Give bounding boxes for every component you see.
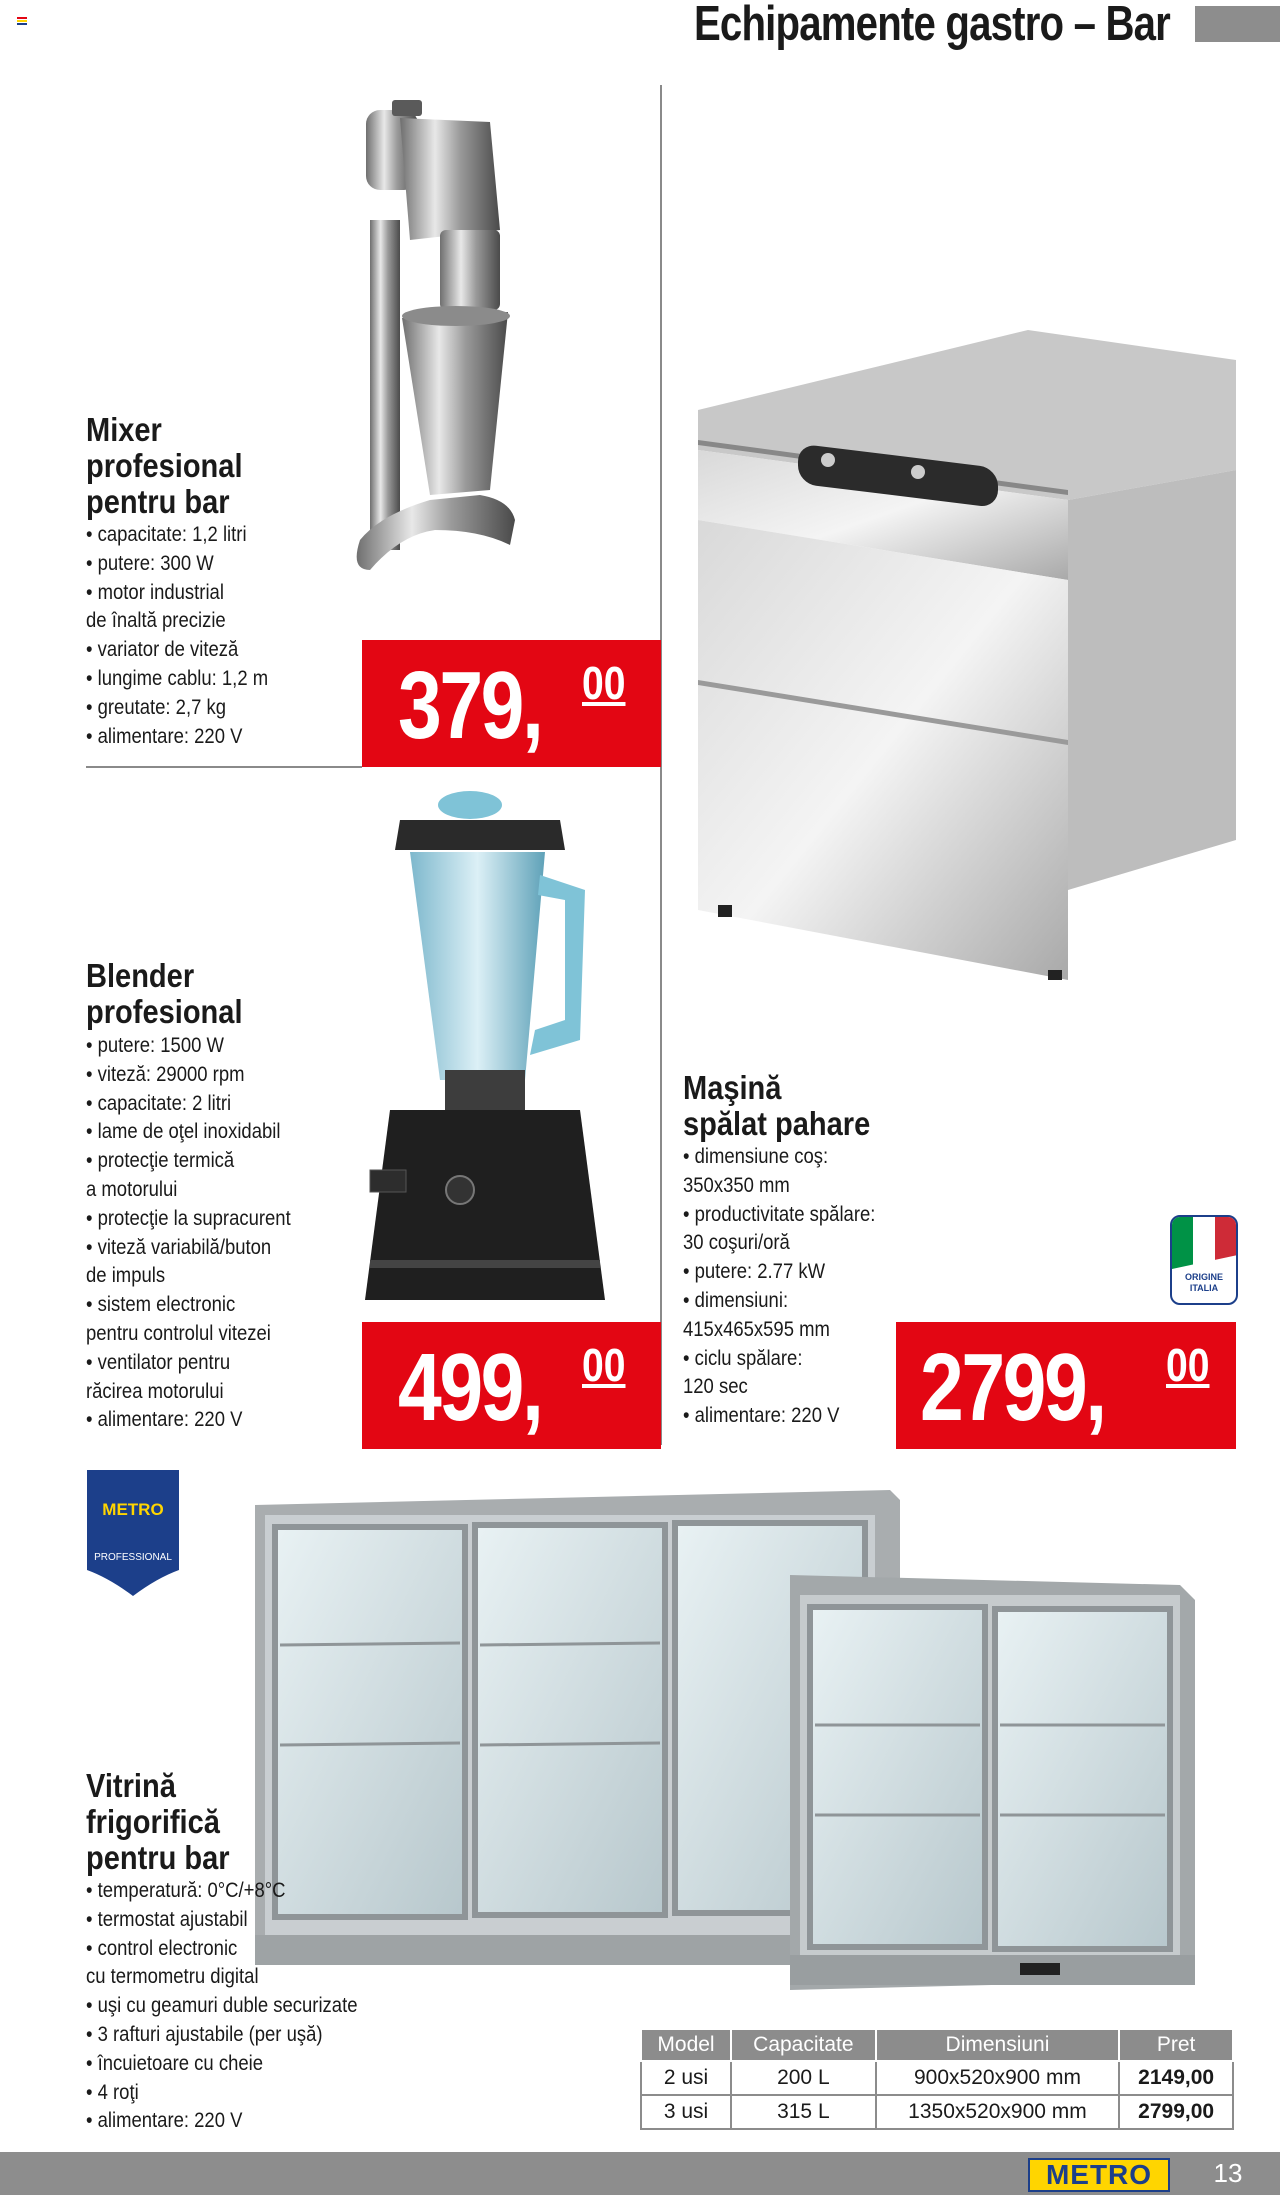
mini-flag-icon xyxy=(17,17,27,25)
fridge-title: Vitrină frigorifică pentru bar xyxy=(86,1767,230,1876)
fridge-specs: • temperatură: 0°C/+8°C • termostat ajustabil • control electronic cu termometru digital • uşi cu geamuri duble securizate • 3 rafturi ajustabile (per uşă) • încuietoare cu cheie • 4 roţi • alimentare: 220 V xyxy=(86,1879,358,2133)
mixer-price-tag xyxy=(362,640,661,767)
blender-title: Blender profesional xyxy=(86,957,243,1030)
fridge-price-table xyxy=(640,2028,1234,2130)
italy-flag-icon xyxy=(1172,1215,1236,1269)
metro-professional-badge: METRO PROFESSIONAL xyxy=(87,1470,179,1596)
mixer-image xyxy=(340,100,630,640)
dishwasher-price-integer: 2799, xyxy=(920,1334,1105,1441)
mixer-title: Mixer profesional pentru bar xyxy=(86,411,243,520)
dishwasher-title: Maşină spălat pahare xyxy=(683,1069,871,1142)
dishwasher-price-tag xyxy=(896,1322,1236,1449)
mixer-specs: • capacitate: 1,2 litri • putere: 300 W • motor industrial de înaltă precizie • variator de viteză • lungime cablu: 1,2 m • greutate: 2,7 kg • alimentare: 220 V xyxy=(86,523,269,748)
mixer-price-integer: 379, xyxy=(398,652,542,759)
table-row: 2 usi 200 L 900x520x900 mm 2149,00 xyxy=(641,2061,1233,2095)
shield-icon xyxy=(87,1470,179,1596)
metro-logo: METRO xyxy=(1028,2158,1170,2192)
section-divider xyxy=(86,766,362,768)
table-header-row: Model Capacitate Dimensiuni Pret xyxy=(641,2029,1233,2061)
mixer-price-decimals: 00 xyxy=(582,657,626,709)
blender-price-integer: 499, xyxy=(398,1334,542,1441)
origin-italy-badge: ORIGINE ITALIA xyxy=(1170,1215,1238,1305)
display-fridge-image xyxy=(250,1485,1195,2010)
blender-price-decimals: 00 xyxy=(582,1339,626,1391)
blender-price-tag xyxy=(362,1322,661,1449)
table-row: 3 usi 315 L 1350x520x900 mm 2799,00 xyxy=(641,2095,1233,2129)
blender-specs: • putere: 1500 W • viteză: 29000 rpm • capacitate: 2 litri • lame de oţel inoxidabil • protecţie termică a motorului • protecţie la supracurent • viteză variabilă/buton de impuls • sistem electronic pentru controlul vitezei • ventilator pentru răcirea motorului • alimentare: 220 V xyxy=(86,1034,291,1432)
page-title: Echipamente gastro – Bar xyxy=(693,0,1170,51)
dishwasher-image xyxy=(688,330,1240,980)
title-accent-bar xyxy=(1195,6,1280,42)
dishwasher-price-decimals: 00 xyxy=(1166,1339,1210,1391)
page-number: 13 xyxy=(1213,2158,1243,2188)
dishwasher-specs: • dimensiune coş: 350x350 mm • productivitate spălare: 30 coşuri/oră • putere: 2.77 kW • dimensiuni: 415x465x595 mm • ciclu spălare: 120 sec • alimentare: 220 V xyxy=(683,1145,876,1428)
blender-image xyxy=(360,790,610,1325)
